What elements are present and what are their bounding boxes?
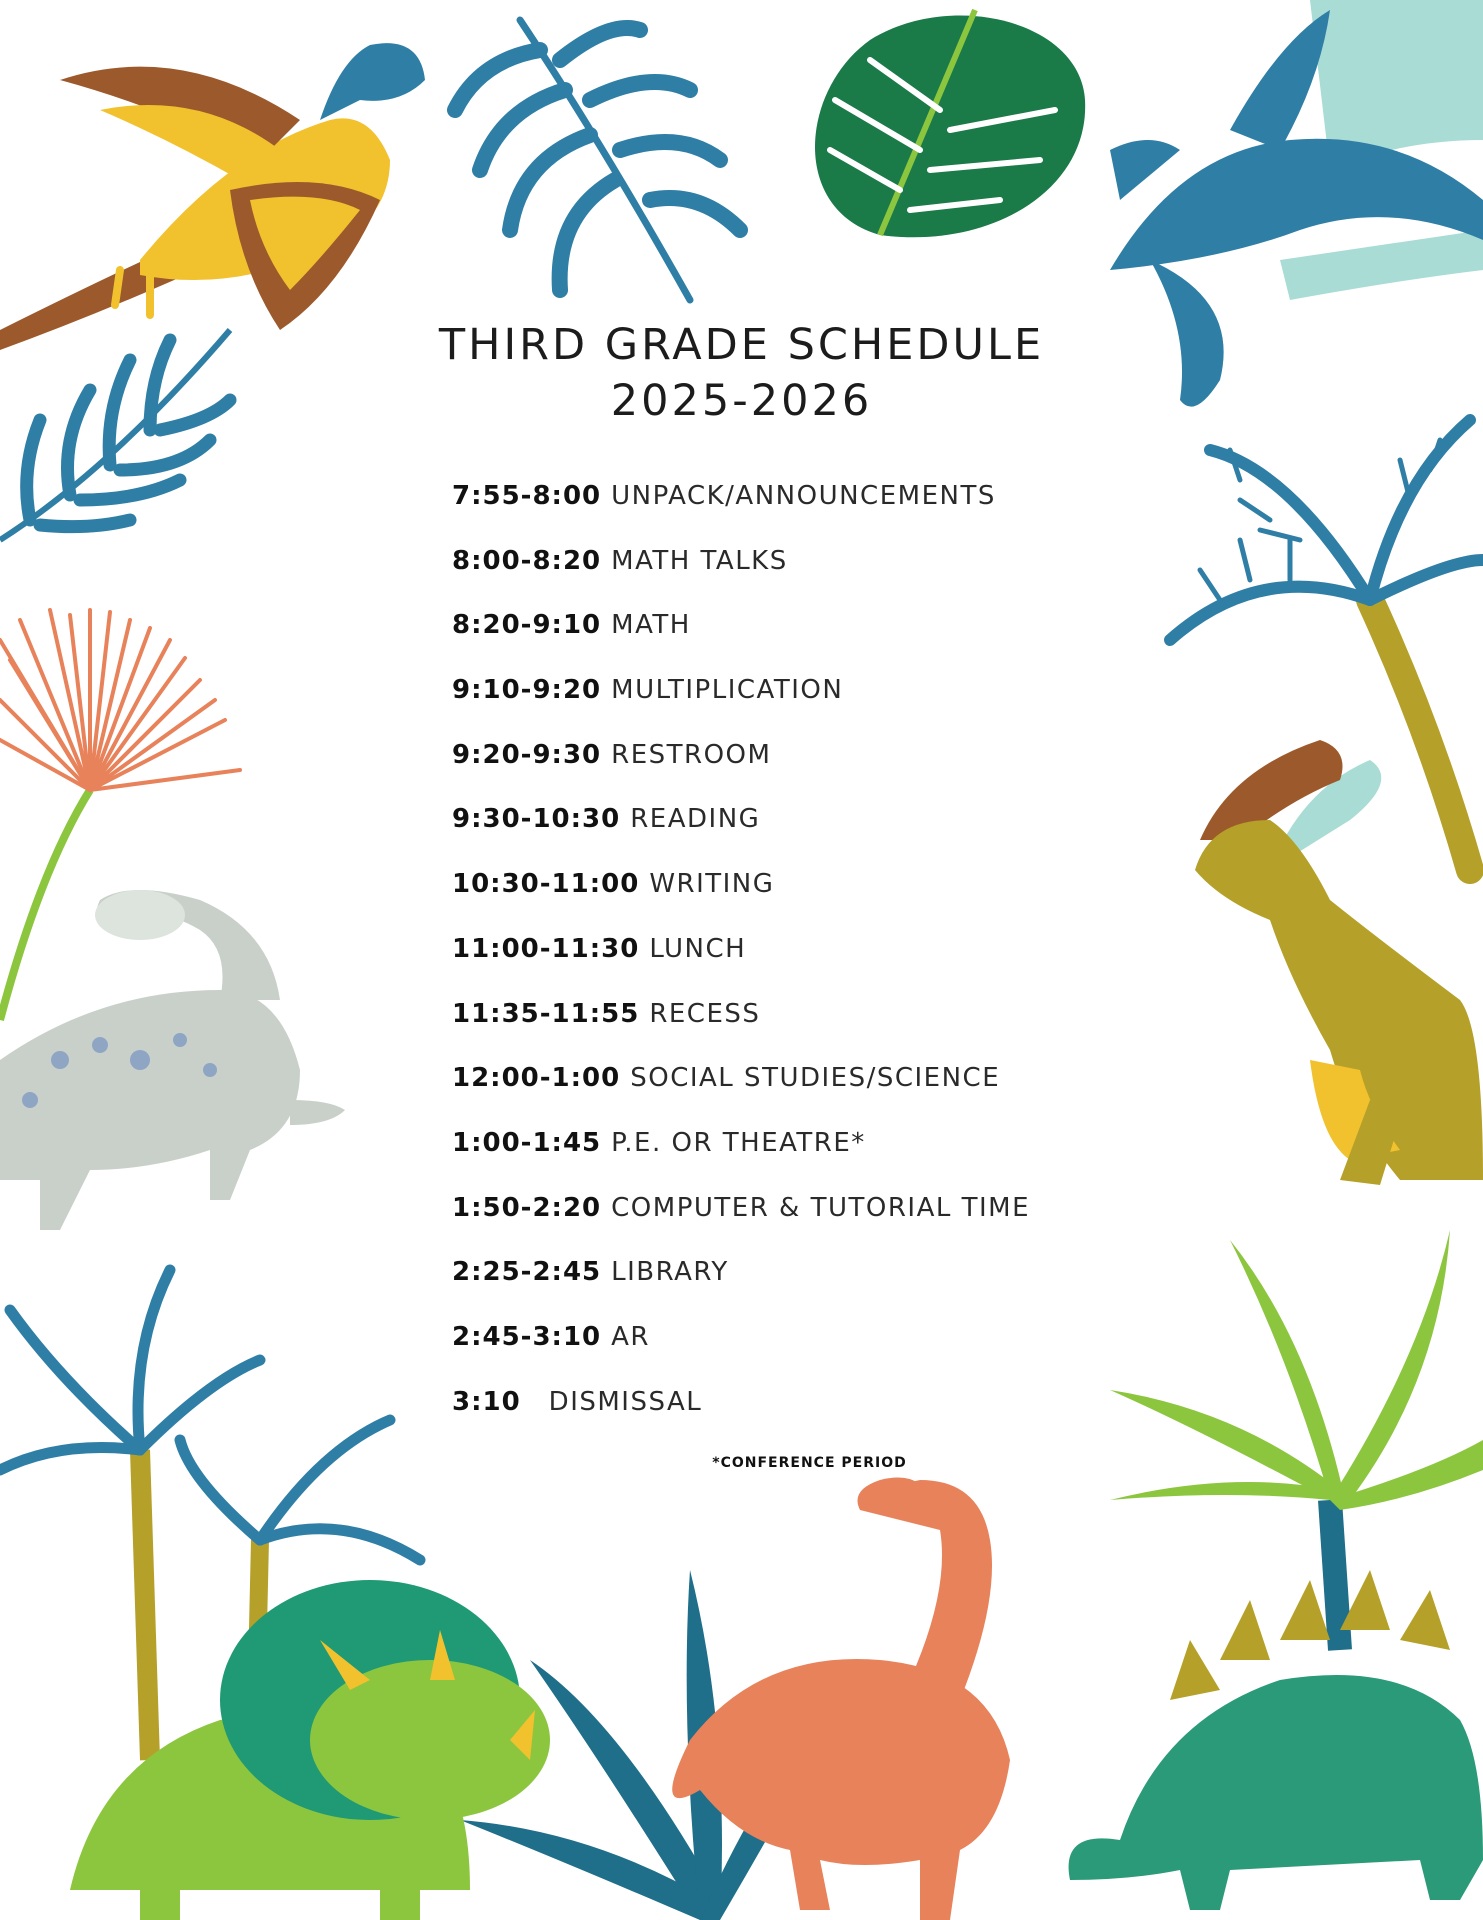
schedule-row	[452, 476, 1030, 541]
schedule-time: 11:35-11:55	[452, 998, 640, 1029]
schedule-activity: AR	[611, 1321, 650, 1352]
schedule-time: 10:30-11:00	[452, 869, 640, 900]
fan-palm-icon	[0, 610, 240, 1020]
schedule-row	[452, 670, 1030, 735]
schedule-activity: P.E. OR THEATRE*	[611, 1127, 866, 1158]
schedule-row	[452, 929, 1030, 994]
schedule-activity: READING	[630, 804, 761, 835]
schedule-activity: RESTROOM	[611, 739, 772, 770]
archaeopteryx-icon	[0, 43, 425, 350]
schedule-time: 9:20-9:30	[452, 739, 602, 770]
schedule-activity: MULTIPLICATION	[611, 675, 844, 706]
schedule-row	[452, 605, 1030, 670]
schedule-time: 9:30-10:30	[452, 804, 621, 835]
schedule-row	[452, 735, 1030, 800]
schedule-row	[452, 1317, 1030, 1382]
schedule-row	[452, 541, 1030, 606]
schedule-activity: WRITING	[649, 869, 775, 900]
conference-footnote	[0, 1455, 1483, 1471]
footnote-text: *CONFERENCE PERIOD	[712, 1455, 907, 1471]
schedule-time: 2:45-3:10	[452, 1321, 602, 1352]
schedule-row	[452, 1188, 1030, 1253]
fern-leaf-icon	[455, 20, 740, 300]
schedule-time: 8:00-8:20	[452, 545, 602, 576]
schedule-time: 8:20-9:10	[452, 610, 602, 641]
schedule-activity: MATH TALKS	[611, 545, 788, 576]
schedule-activity: COMPUTER & TUTORIAL TIME	[611, 1192, 1031, 1223]
schedule-row	[452, 994, 1030, 1059]
schedule-time: 11:00-11:30	[452, 933, 640, 964]
orange-sauropod-icon	[672, 1478, 1010, 1920]
schedule-time: 1:50-2:20	[452, 1192, 602, 1223]
schedule-activity: LIBRARY	[611, 1257, 729, 1288]
schedule-activity: SOCIAL STUDIES/SCIENCE	[630, 1063, 1001, 1094]
schedule-time: 3:10	[452, 1386, 521, 1417]
schedule-activity: MATH	[611, 610, 691, 641]
schedule-row	[452, 864, 1030, 929]
monstera-leaf-icon	[815, 10, 1085, 237]
schedule-activity: UNPACK/ANNOUNCEMENTS	[611, 481, 996, 511]
schedule-row	[452, 1252, 1030, 1317]
schedule-time: 9:10-9:20	[452, 675, 602, 706]
schedule-activity: LUNCH	[649, 933, 747, 964]
page-subtitle-year: 2025-2026	[610, 376, 873, 426]
page-title: THIRD GRADE SCHEDULE	[438, 320, 1045, 370]
schedule-list	[452, 476, 1030, 1446]
schedule-row	[452, 1382, 1030, 1447]
stegosaurus-icon	[1069, 1570, 1483, 1910]
schedule-time: 7:55-8:00	[452, 481, 602, 511]
schedule-time: 1:00-1:45	[452, 1127, 602, 1158]
palm-tree-icon	[1110, 1230, 1483, 1650]
schedule-time: 12:00-1:00	[452, 1063, 621, 1094]
schedule-row	[452, 1058, 1030, 1123]
brachiosaurus-icon	[0, 890, 345, 1230]
schedule-row	[452, 799, 1030, 864]
schedule-time: 2:25-2:45	[452, 1257, 602, 1288]
schedule-activity: RECESS	[649, 998, 761, 1029]
schedule-activity: DISMISSAL	[548, 1386, 703, 1417]
schedule-row	[452, 1123, 1030, 1188]
